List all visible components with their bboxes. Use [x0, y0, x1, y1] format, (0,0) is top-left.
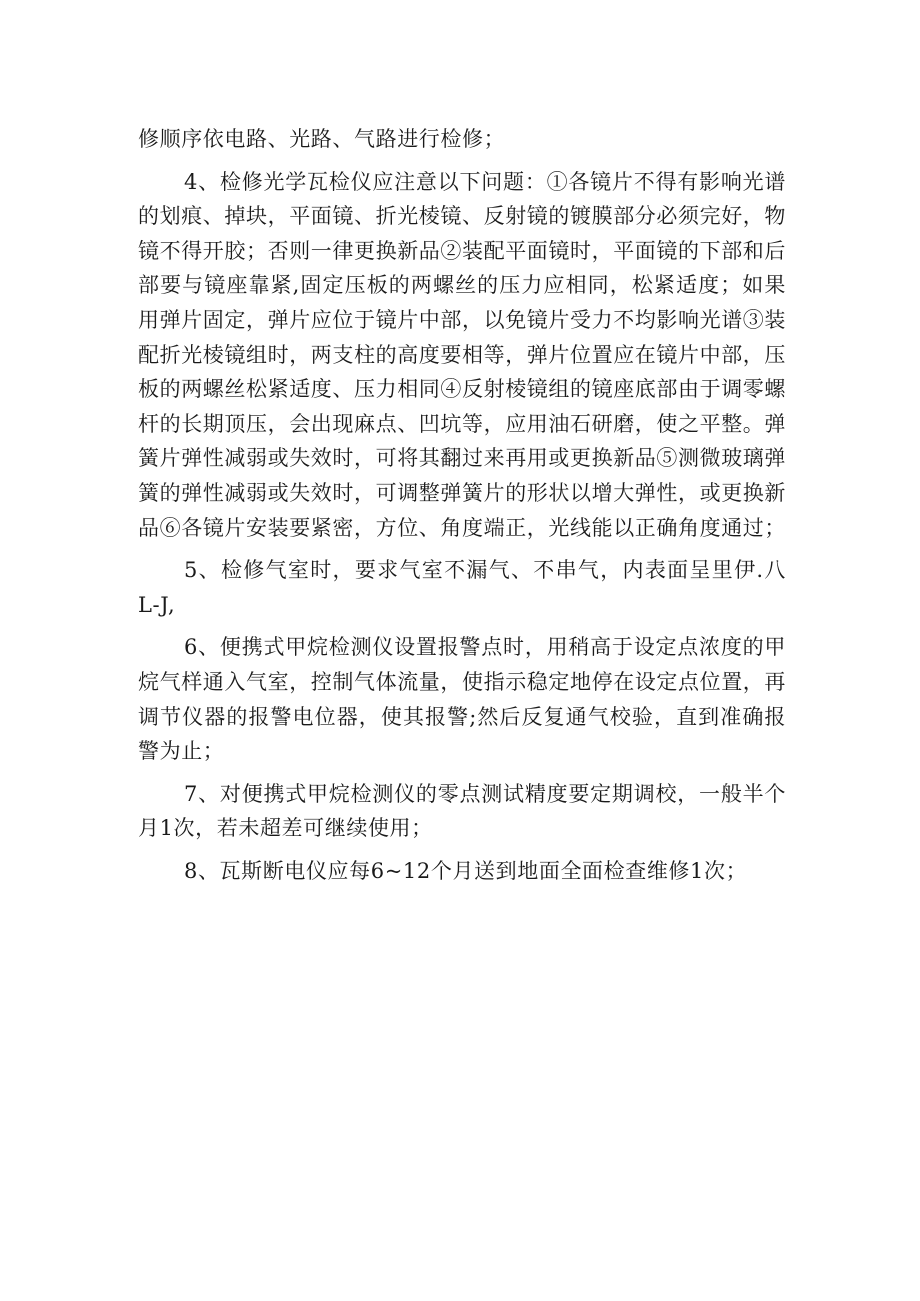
document-page	[138, 122, 786, 896]
paragraph-item-4: 4、检修光学瓦检仪应注意以下问题：①各镜片不得有影响光谱的划痕、掉块，平面镜、折光棱镜、反射镜的镀膜部分必须完好，物镜不得开胶；否则一律更换新品②装配平面镜时，平面镜的下部和后部要与镜座靠紧,固定压板的两螺丝的压力应相同，松紧适度；如果用弹片固定，弹片应位于镜片中部，以免镜片受力不均影响光谱③装配折光棱镜组时，两支柱的高度要相等，弹片位置应在镜片中部，压板的两螺丝松紧适度、压力相同④反射棱镜组的镜座底部由于调零螺杆的长期顶压，会出现麻点、凹坑等，应用油石研磨，使之平整。弹簧片弹性减弱或失效时，可将其翻过来再用或更换新品⑤测微玻璃弹簧的弹性减弱或失效时，可调整弹簧片的形状以增大弹性，或更换新品⑥各镜片安装要紧密，方位、角度端正，光线能以正确角度通过；	[138, 169, 786, 540]
paragraph-item-7: 7、对便携式甲烷检测仪的零点测试精度要定期调校，一般半个月1次，若未超差可继续使用；	[138, 781, 786, 841]
paragraph-item-6: 6、便携式甲烷检测仪设置报警点时，用稍高于设定点浓度的甲烷气样通入气室，控制气体流量，使指示稳定地停在设定点位置，再调节仪器的报警电位器，使其报警;然后反复通气校验，直到准确报警为止；	[138, 635, 786, 764]
paragraph-continuation: 修顺序依电路、光路、气路进行检修；	[138, 127, 506, 151]
paragraph-item-8: 8、瓦斯断电仪应每6~12个月送到地面全面检查维修1次；	[184, 858, 748, 883]
paragraph-item-5: 5、检修气室时，要求气室不漏气、不串气，内表面呈里伊.八L-J,	[138, 558, 786, 617]
